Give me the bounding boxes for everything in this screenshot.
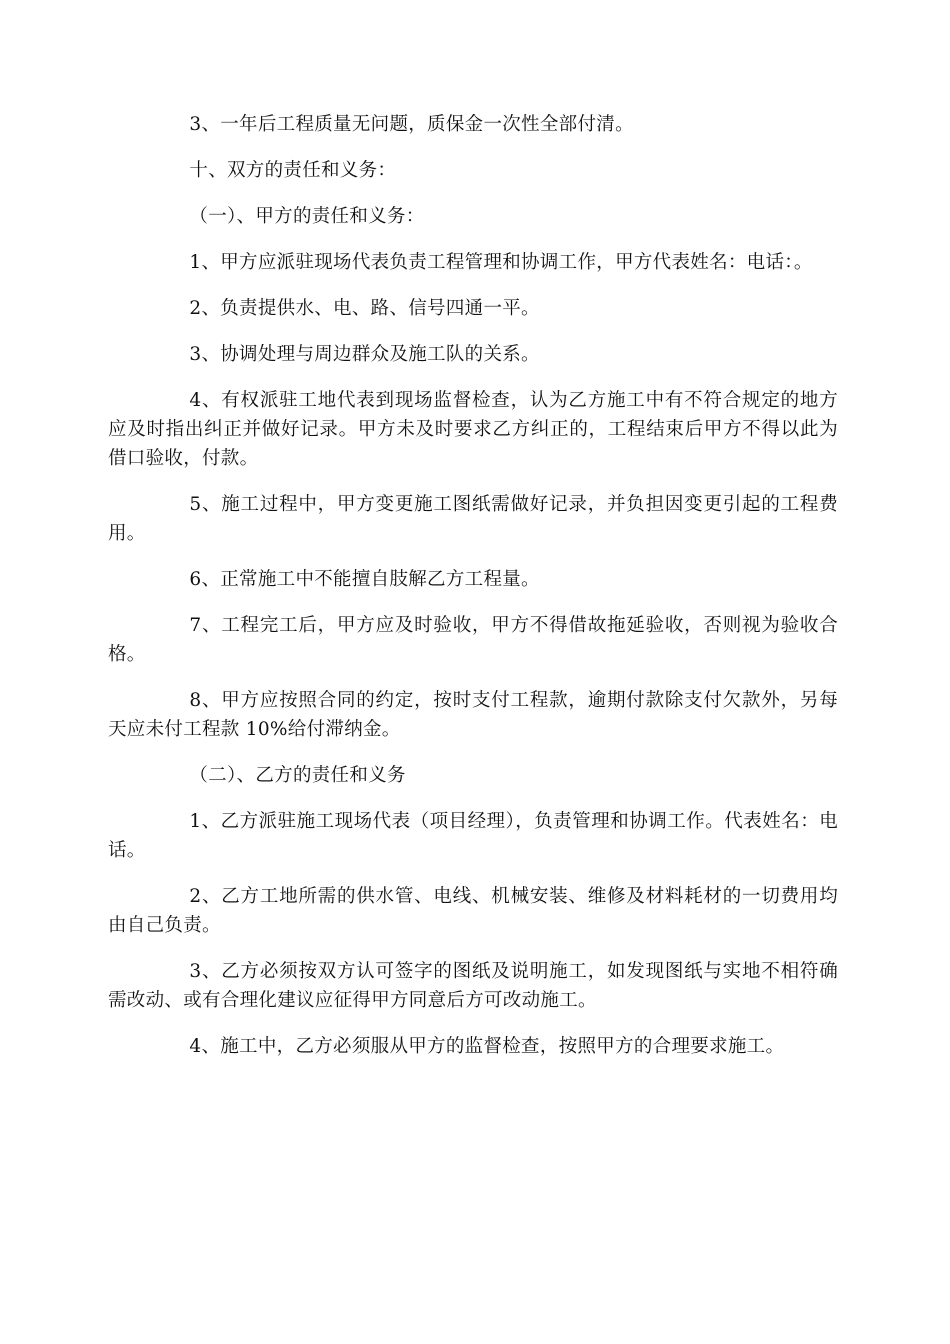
paragraph-party-b-3: 3、乙方必须按双方认可签字的图纸及说明施工，如发现图纸与实地不相符确需改动、或有合理化建议应征得甲方同意后方可改动施工。 [108,961,838,1011]
paragraph-party-b-4: 4、施工中，乙方必须服从甲方的监督检查，按照甲方的合理要求施工。 [189,1036,785,1057]
paragraph-party-a-3: 3、协调处理与周边群众及施工队的关系。 [189,344,540,365]
paragraph-quality-deposit: 3、一年后工程质量无问题，质保金一次性全部付清。 [189,114,634,135]
paragraph-party-a-6: 6、正常施工中不能擅自肢解乙方工程量。 [189,569,540,590]
document-body [108,110,838,1078]
paragraph-party-a-4: 4、有权派驻工地代表到现场监督检查，认为乙方施工中有不符合规定的地方应及时指出纠正并做好记录。甲方未及时要求乙方纠正的，工程结束后甲方不得以此为借口验收，付款。 [108,390,838,469]
paragraph-party-b-2: 2、乙方工地所需的供水管、电线、机械安装、维修及材料耗材的一切费用均由自己负责。 [108,886,838,936]
subsection-heading-party-a: （一）、甲方的责任和义务： [189,206,425,227]
subsection-heading-party-b: （二）、乙方的责任和义务 [189,765,406,786]
paragraph-party-a-2: 2、负责提供水、电、路、信号四通一平。 [189,298,540,319]
section-heading-responsibilities: 十、双方的责任和义务： [189,160,397,181]
paragraph-party-a-5: 5、施工过程中，甲方变更施工图纸需做好记录，并负担因变更引起的工程费用。 [108,494,838,544]
paragraph-party-b-1: 1、乙方派驻施工现场代表（项目经理），负责管理和协调工作。代表姓名：电话。 [108,811,838,861]
paragraph-party-a-8: 8、甲方应按照合同的约定，按时支付工程款，逾期付款除支付欠款外，另每天应未付工程款 10%给付滞纳金。 [108,690,838,740]
paragraph-party-a-7: 7、工程完工后，甲方应及时验收，甲方不得借故拖延验收，否则视为验收合格。 [108,615,838,665]
paragraph-party-a-1: 1、甲方应派驻现场代表负责工程管理和协调工作，甲方代表姓名：电话：。 [189,252,813,273]
